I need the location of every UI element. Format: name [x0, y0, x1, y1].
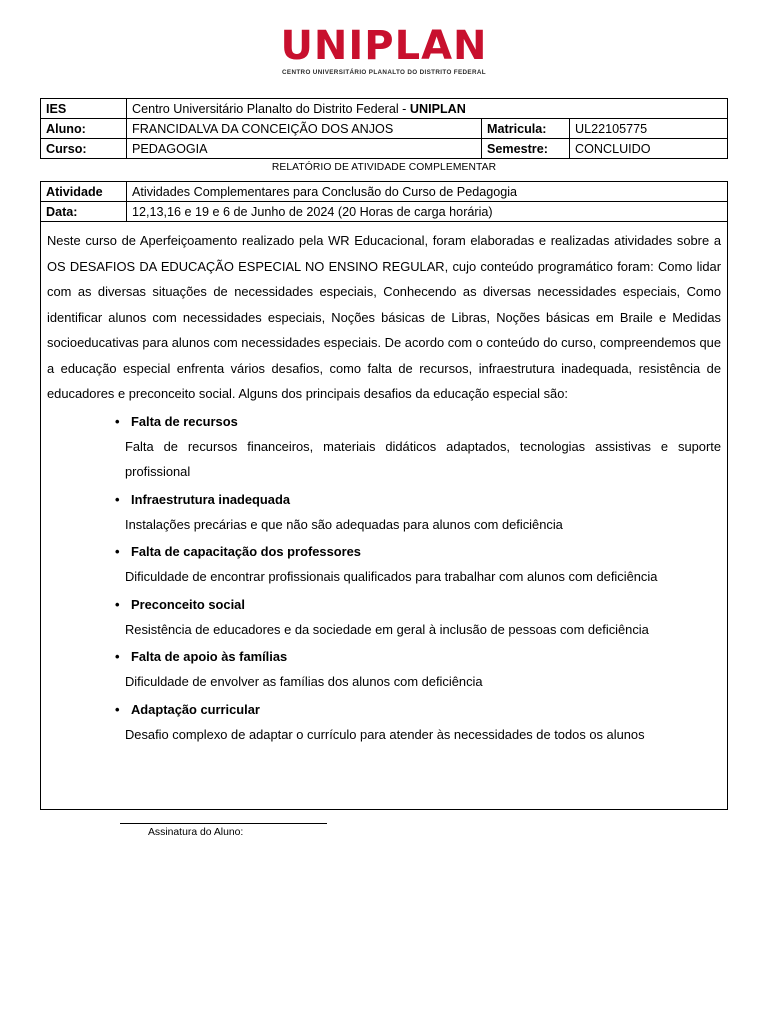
bullet-title: • Falta de capacitação dos professores — [47, 539, 721, 564]
bullet-text: Desafio complexo de adaptar o currículo para atender às necessidades de todos os alunos — [125, 726, 645, 742]
table-row — [41, 202, 728, 222]
logo-wordmark: UNIPLAN — [280, 23, 488, 69]
bullet-title: • Adaptação curricular — [47, 697, 721, 722]
ies-value-bold: UNIPLAN — [409, 101, 466, 116]
list-item — [47, 487, 721, 538]
matricula-label: Matricula: — [482, 119, 570, 139]
bullet-text: Falta de recursos financeiros, materiais didáticos adaptados, tecnologias assistivas e suporte profissional — [125, 438, 721, 479]
atividade-label: Atividade — [41, 182, 127, 202]
activity-table — [40, 181, 728, 810]
bullet-title: • Preconceito social — [47, 592, 721, 617]
list-item — [47, 592, 721, 643]
logo-subtitle: CENTRO UNIVERSITÁRIO PLANALTO DO DISTRITO FEDERAL — [282, 69, 486, 76]
data-value: 12,13,16 e 19 e 6 de Junho de 2024 (20 Horas de carga horária) — [127, 202, 728, 222]
paragraph-part-1: Neste curso de Aperfeiçoamento realizado pela WR Educacional, foram elaboradas e realizadas atividades sobre a — [47, 233, 721, 248]
list-item — [47, 539, 721, 590]
bullet-text: Dificuldade de envolver as famílias dos alunos com deficiência — [125, 674, 483, 689]
course-name: OS DESAFIOS DA EDUCAÇÃO ESPECIAL NO ENSINO REGULAR — [47, 258, 445, 274]
table-row — [41, 182, 728, 202]
data-label: Data: — [41, 202, 127, 222]
aluno-label: Aluno: — [41, 119, 127, 139]
signature-line — [120, 823, 327, 824]
bullet-title: • Falta de recursos — [47, 409, 721, 434]
bullet-text: Instalações precárias e que não são adequadas para alunos com deficiência — [125, 516, 563, 532]
paragraph-part-2: , cujo conteúdo programático foram: Como lidar com as diversas situações de necessidades especiais, Conhecendo as diversas necessidades especiais, Como identificar alunos com necessidades especiais, Noções básicas de Libras, Noções básicas em Braile e Medidas socioeducativas para alunos com necessidades especiais. De acordo com o conteúdo do curso, compreendemos que a educação especial enfrenta vários desafios, como falta de recursos, infraestrutura inadequada, resistência de educadores e preconceito social. Alguns dos principais desafios da educação especial são: — [47, 258, 722, 401]
challenges-list — [47, 409, 721, 748]
signature-label: Assinatura do Aluno: — [148, 827, 244, 838]
uniplan-logo — [0, 0, 768, 76]
aluno-value: FRANCIDALVA DA CONCEIÇÃO DOS ANJOS — [127, 119, 482, 139]
semestre-value: CONCLUIDO — [570, 139, 728, 159]
curso-value: PEDAGOGIA — [127, 139, 482, 159]
table-row — [41, 119, 728, 139]
student-header-table — [40, 98, 728, 159]
ies-value — [127, 99, 728, 119]
table-row — [41, 99, 728, 119]
bullet-title: • Falta de apoio às famílias — [47, 644, 721, 669]
table-row — [41, 222, 728, 810]
atividade-value: Atividades Complementares para Conclusão do Curso de Pedagogia — [127, 182, 728, 202]
semestre-label: Semestre: — [482, 139, 570, 159]
report-paragraph — [47, 228, 721, 407]
list-item — [47, 644, 721, 695]
table-row — [41, 139, 728, 159]
body-bottom-spacer — [47, 747, 721, 803]
bullet-text: Dificuldade de encontrar profissionais qualificados para trabalhar com alunos com deficiência — [125, 569, 658, 584]
ies-value-text: Centro Universitário Planalto do Distrito Federal - — [132, 101, 410, 116]
list-item — [47, 409, 721, 485]
curso-label: Curso: — [41, 139, 127, 159]
bullet-text: Resistência de educadores e da sociedade em geral à inclusão de pessoas com deficiência — [125, 621, 649, 637]
matricula-value: UL22105775 — [570, 119, 728, 139]
bullet-title: • Infraestrutura inadequada — [47, 487, 721, 512]
signature-block — [40, 823, 728, 838]
ies-label: IES — [41, 99, 127, 119]
list-item — [47, 697, 721, 748]
report-body-cell — [41, 222, 728, 810]
report-caption: RELATÓRIO DE ATIVIDADE COMPLEMENTAR — [271, 162, 497, 173]
